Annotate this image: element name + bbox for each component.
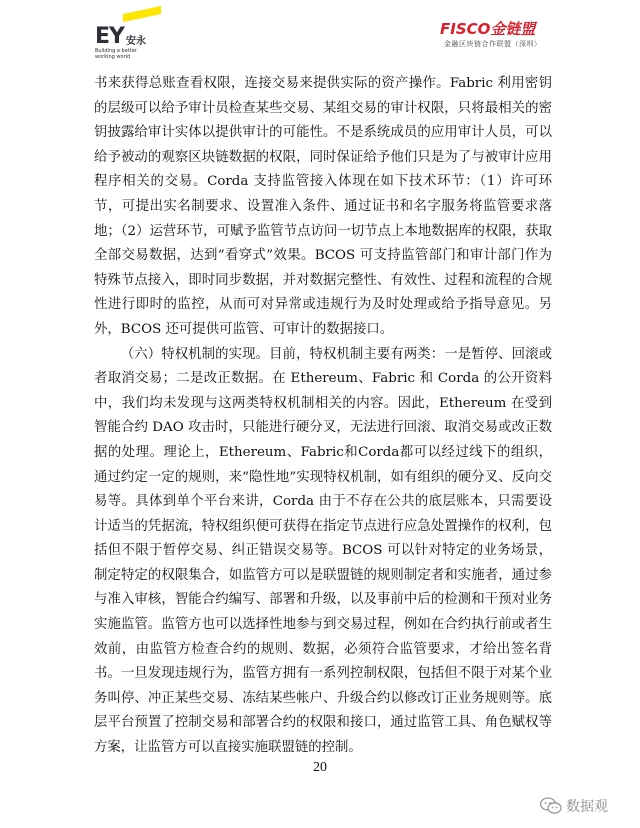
body-paragraph: （六）特权机制的实现。目前，特权机制主要有两类：一是暂停、回滚或者取消交易；二是改正数据。在 Ethereum、Fabric 和 Corda 的公开资料中，我们均未发现与这两类特权机制相关的内容。因此，Ethereum 在受到智能合约 DAO 攻击时，只能进行硬分叉，无法进行回滚、取消交易或改正数据的处理。理论上，Ethereum、Fabric和Corda都可以经过线下的组织，通过约定一定的规则，来“隐性地”实现特权机制，如有组织的硬分叉、反向交易等。具体到单个平台来讲，Corda 由于不存在公共的底层账本，只需要设计适当的凭据流，特权组织便可获得在指定节点进行应急处置操作的权利，包括但不限于暂停交易、纠正错误交易等。BCOS 可以针对特定的业务场景，制定特定的权限集合，如监管方可以是联盟链的规则制定者和实施者，通过参与准入审核，智能合约编写、部署和升级，以及事前中后的检测和干预对业务实施监管。监管方也可以选择性地参与到交易过程，例如在合约执行前或者生效前，由监管方检查合约的规则、数据，必须符合监管要求，才给出签名背书。一旦发现违规行为，监管方拥有一系列控制权限，包括但不限于对某个业务叫停、冲正某些交易、冻结某些帐户、升级合约以修改订正业务规则等。底层平台预置了控制交易和部署合约的权限和接口，通过监管工具、角色赋权等方案，让监管方可以直接实施联盟链的控制。 [94,346,552,756]
wechat-icon [540,797,562,815]
fisco-logo-word: FISCO [440,20,491,38]
fisco-logo-chinese: 金链盟 [490,20,536,38]
fisco-logo-subtitle: 金融区块链合作联盟（深圳） [444,40,542,48]
ey-logo-chinese: 安永 [126,36,146,47]
ey-logo-tagline: Building a better working world [95,48,137,60]
page-number: 20 [313,760,327,775]
watermark-text: 数据观 [566,799,608,815]
ey-logo-word: EY [95,24,124,49]
ey-logo [95,10,165,60]
fisco-logo [440,18,570,52]
body-paragraph: 书来获得总账查看权限，连接交易来提供实际的资产操作。Fabric 利用密钥的层级可以给予审计员检查某些交易、某组交易的审计权限，只将最相关的密钥披露给审计实体以提供审计的可能性。不是系统成员的应用审计人员，可以给予被动的观察区块链数据的权限，同时保证给予他们只是为了与被审计应用程序相关的交易。Corda 支持监管接入体现在如下技术环节：（1）许可环节，可提出实名制要求、设置准入条件、通过证书和名字服务将监管要求落地；（2）运营环节，可赋予监管节点访问一切节点上本地数据库的权限，获取全部交易数据，达到“看穿式”效果。BCOS 可支持监管部门和审计部门作为特殊节点接入，即时同步数据，并对数据完整性、有效性、过程和流程的合规性进行即时的监控，从而可对异常或违规行为及时处理或给予指导意见。另外，BCOS 还可提供可监管、可审计的数据接口。 [94,76,552,337]
page-header [0,0,640,60]
document-body [94,72,552,761]
watermark [540,793,635,819]
fisco-logo-main [440,18,535,39]
ey-yellow-beam [123,6,161,22]
